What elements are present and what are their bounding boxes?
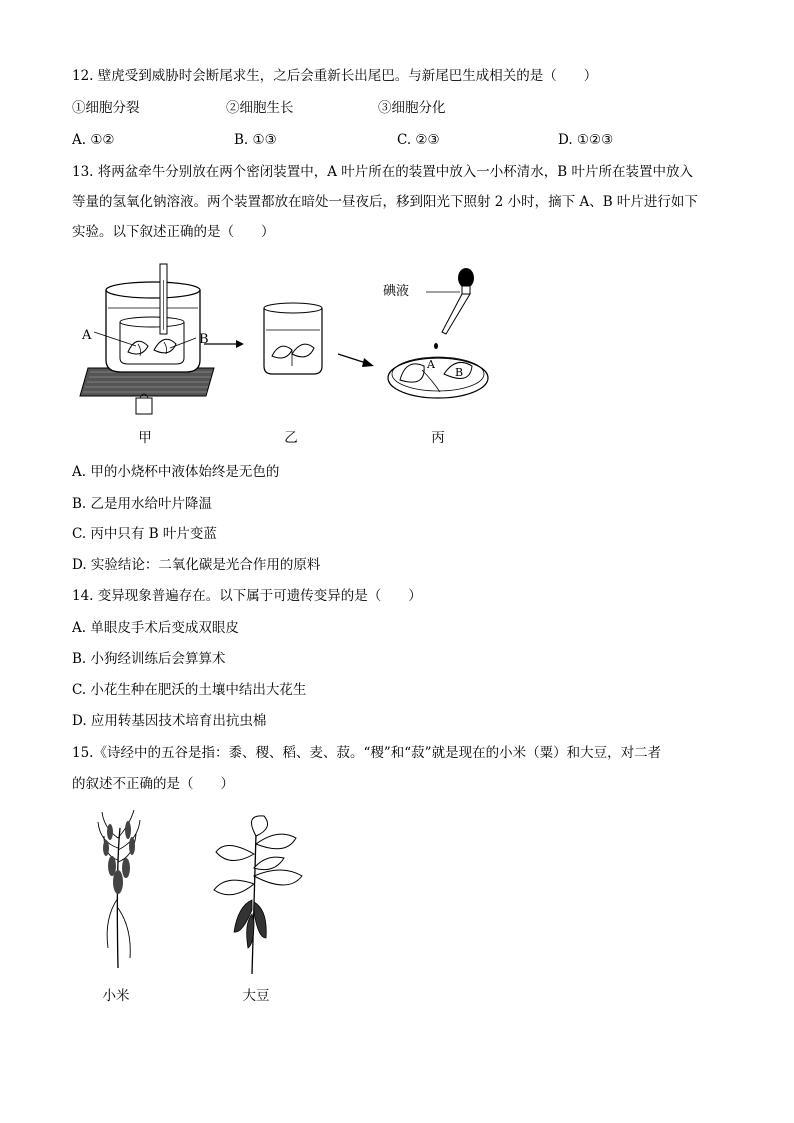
q14-option-b: B. 小狗经训练后会算算术: [72, 651, 226, 667]
caption-jia: 甲: [138, 430, 152, 446]
soybean-illustration: [208, 814, 308, 979]
iodine-label: 碘液: [383, 284, 410, 299]
q14-option-d: D. 应用转基因技术培育出抗虫棉: [72, 713, 267, 729]
q14-option-c: C. 小花生种在肥沃的土壤中结出大花生: [72, 682, 307, 698]
q12-option-c: C. ②③: [397, 132, 440, 148]
q12-item-3: ③细胞分化: [378, 100, 446, 116]
caption-bing: 丙: [431, 430, 445, 446]
figure-label-a: A: [82, 328, 92, 343]
q12-item-2: ②细胞生长: [226, 100, 294, 116]
q13-option-c: C. 丙中只有 B 叶片变蓝: [72, 526, 217, 542]
figure-label-b: B: [199, 332, 209, 347]
q15-stem-line-2: 的叙述不正确的是（ ）: [72, 776, 234, 792]
q14-stem: 14. 变异现象普遍存在。以下属于可遗传变异的是（ ）: [72, 588, 422, 604]
q13-stem-line-2: 等量的氢氧化钠溶液。两个装置都放在暗处一昼夜后，移到阳光下照射 2 小时，摘下 A、B 叶片进行如下: [72, 194, 698, 210]
caption-soybean: 大豆: [242, 988, 270, 1004]
q13-option-b: B. 乙是用水给叶片降温: [72, 496, 213, 512]
arrow-icon: [204, 338, 244, 350]
q13-option-a: A. 甲的小烧杯中液体始终是无色的: [72, 464, 280, 480]
q14-option-a: A. 单眼皮手术后变成双眼皮: [72, 620, 239, 636]
caption-millet: 小米: [102, 988, 130, 1004]
caption-yi: 乙: [284, 430, 298, 446]
q12-option-d: D. ①②③: [558, 132, 614, 148]
dish-label-b: B: [455, 366, 464, 379]
q12-item-1: ①细胞分裂: [72, 100, 140, 116]
figure-yi-beaker: [258, 300, 328, 380]
arrow-icon: [338, 352, 374, 368]
q13-option-d: D. 实验结论：二氧化碳是光合作用的原料: [72, 557, 321, 573]
dish-label-a: A: [427, 358, 435, 371]
q13-stem-line-1: 13. 将两盆牵牛分别放在两个密闭装置中，A 叶片所在的装置中放入一小杯清水，B 叶片所在装置中放入: [72, 164, 694, 180]
q12-option-b: B. ①③: [234, 132, 277, 148]
q12-option-a: A. ①②: [72, 132, 115, 148]
q12-stem: 12. 壁虎受到威胁时会断尾求生，之后会重新长出尾巴。与新尾巴生成相关的是（ ）: [72, 68, 598, 84]
q15-stem-line-1: 15.《诗经中的五谷是指：黍、稷、稻、麦、菽。“稷”和“菽”就是现在的小米（粟）和大豆，对二者: [72, 745, 662, 761]
q13-stem-line-3: 实验。以下叙述正确的是（ ）: [72, 224, 275, 240]
millet-illustration: [90, 808, 150, 978]
